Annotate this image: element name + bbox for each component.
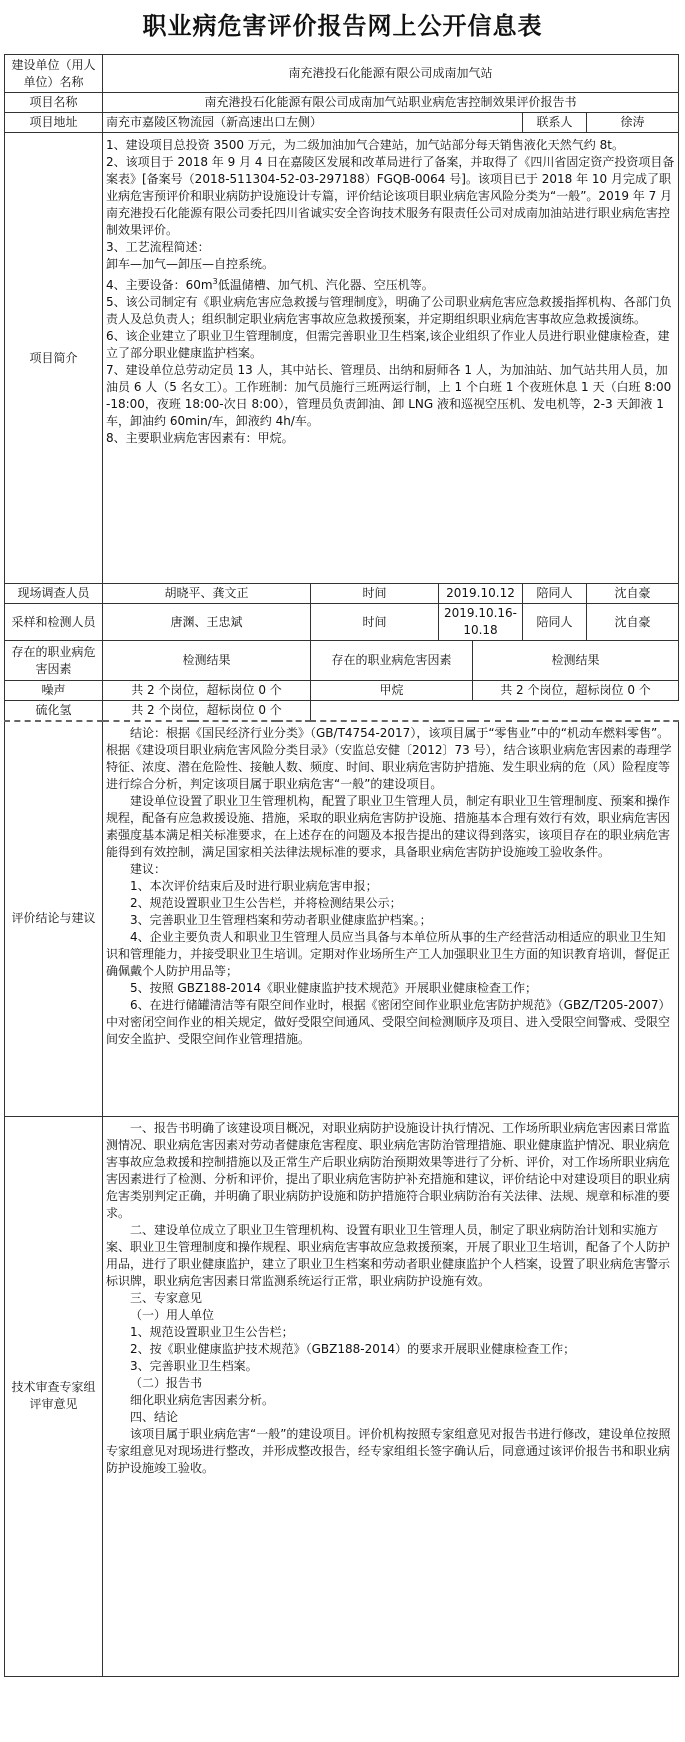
intro-process-flow: 卸车—加气—卸压—自控系统。 — [106, 257, 275, 271]
unit-row — [5, 55, 679, 93]
page-title: 职业病危害评价报告网上公开信息表 — [142, 12, 543, 40]
expert-row — [5, 1116, 679, 1676]
expert-para-1: 一、报告书明确了该建设项目概况，对职业病防护设施设计执行情况、工作场所职业病危害因素日常监测情况、职业病危害因素对劳动者健康危害程度、职业病危害防治管理措施、职业健康监护情况、职业病危害事故应急救援和控制措施以及正常生产后职业病防治预期效果等进行了分析、评价，对工作场所职业病危害因素进行了检测、分析和评价，提出了职业病危害防护补充措施和建议，评价结论中对建设项目的职业病危害类别判定正确，并明确了职业病防护设施和防护措施符合职业病防治有关法律、法规、规章和标准的要求。 — [106, 1120, 671, 1220]
expert-sub-heading-1: （一）用人单位 — [130, 1307, 215, 1322]
expert-heading-3: 三、专家意见 — [130, 1290, 203, 1305]
hazard-h2s: 硫化氢 — [5, 701, 103, 722]
conclusion-content — [103, 721, 679, 1116]
expert-para-2: 二、建设单位成立了职业卫生管理机构、设置有职业卫生管理人员，制定了职业病防治计划和实施方案、职业卫生管理制度和操作规程、职业病危害事故应急救援预案，开展了职业卫生培训，配备了个人防护用品，进行了职业健康监护，建立了职业卫生档案和劳动者职业健康监护个人档案，设置了职业病危害警示标识牌，职业病危害因素日常监测系统运行正常，职业病防护设施有效。 — [106, 1222, 671, 1288]
hazard-h2s-result: 共 2 个岗位，超标岗位 0 个 — [103, 701, 311, 722]
project-address-row — [5, 113, 679, 133]
hazard-noise-result: 共 2 个岗位，超标岗位 0 个 — [103, 681, 311, 701]
hazard-header-2: 存在的职业病危害因素 — [311, 641, 473, 681]
sampling-accompany-label: 陪同人 — [523, 604, 587, 641]
sampling-time-cell — [311, 604, 439, 641]
info-table — [4, 54, 679, 1677]
sampling-label: 采样和检测人员 — [5, 604, 103, 641]
project-address-label: 项目地址 — [5, 113, 103, 133]
contact-name: 徐涛 — [587, 113, 679, 133]
unit-label: 建设单位（用人单位）名称 — [5, 55, 103, 93]
sampling-time-label: 时间 — [362, 614, 387, 629]
suggestion-2: 2、规范设置职业卫生公告栏，并将检测结果公示； — [130, 896, 402, 910]
suggestion-1: 1、本次评价结束后及时进行职业病危害申报； — [130, 879, 378, 893]
conclusion-label: 评价结论与建议 — [5, 721, 103, 1116]
survey-label: 现场调查人员 — [5, 584, 103, 604]
intro-equipment-head: 4、主要设备：60m — [106, 278, 213, 292]
hazard-methane-result: 共 2 个岗位，超标岗位 0 个 — [473, 681, 679, 701]
unit-name: 南充港投石化能源有限公司成南加气站 — [103, 55, 679, 93]
sampling-people: 唐渊、王忠斌 — [103, 604, 311, 641]
project-address-value: 南充市嘉陵区物流园（新高速出口左侧） — [103, 113, 523, 133]
conclusion-para-1: 结论：根据《国民经济行业分类》（GB/T4754-2017），该项目属于“零售业”中的“机动车燃料零售”。根据《建设项目职业病危害风险分类目录》（安监总安健〔2012〕73 号），结合该职业病危害因素的毒理学特征、浓度、潜在危险性、接触人数、频度、时间、职业病危害防护措施、发生职业病的危（风）险程度等进行综合分析，判定该项目属于职业病危害“一般”的建设项目。 — [106, 726, 672, 791]
intro-row — [5, 133, 679, 584]
project-name-label: 项目名称 — [5, 93, 103, 113]
intro-item-2: 2、该项目于 2018 年 9 月 4 日在嘉陵区发展和改革局进行了备案，并取得了《四川省固定资产投资项目备案表》[备案号（2018-511304-52-03-297188）FGQB-0064 号]。该项目已于 2018 年 10 月完成了职业病危害预评价和职业病防护设施设计专篇，评价结论该项目职业病危害风险分类为“一般”。2019 年 7 月南充港投石化能源有限公司委托四川省诚实安全咨询技术服务有限责任公司对成南加油站进行职业病危害控制效果评价。 — [106, 155, 675, 237]
intro-item-7: 7、建设单位总劳动定员 13 人，其中站长、管理员、出纳和厨师各 1 人，为加油站、加气站共用人员，加油员 6 人（5 名女工）。工作班制：加气员施行三班两运行制，上 1 个白班 1 个夜班休息 1 天（白班 8:00-18:00，夜班 18:00-次日 8:00），管理员负责卸油、卸 LNG 液和巡视空压机、发电机等，2-3 天卸液 1 车，卸油约 60min/车，卸液约 4h/车。 — [106, 363, 672, 428]
suggestion-6: 6、在进行储罐清洁等有限空间作业时，根据《密闭空间作业职业危害防护规范》（GBZ/T205-2007）中对密闭空间作业的相关规定，做好受限空间通风、受限空间检测顺序及项目、进入受限空间警戒、受限空间安全监护、受限空间作业管理措施。 — [106, 998, 671, 1046]
survey-date: 2019.10.12 — [439, 584, 523, 604]
intro-equipment-sup: 3 — [212, 277, 218, 286]
expert-content — [103, 1116, 679, 1676]
survey-accompany: 沈自豪 — [587, 584, 679, 604]
survey-row — [5, 584, 679, 604]
result-header-2: 检测结果 — [473, 641, 679, 681]
hazard-header-1: 存在的职业病危害因素 — [5, 641, 103, 681]
expert-opinion-2: 2、按《职业健康监护技术规范》（GBZ188-2014）的要求开展职业健康检查工作； — [130, 1341, 576, 1356]
project-name-row — [5, 93, 679, 113]
expert-opinion-3: 3、完善职业卫生档案。 — [130, 1358, 258, 1373]
intro-item-5: 5、该公司制定有《职业病危害应急救援与管理制度》，明确了公司职业病危害应急救援指挥机构、各部门负责人及总负责人；组织制定职业病危害事故应急救援预案，并定期组织职业病危害事故应急救援演练。 — [106, 295, 672, 326]
suggestion-heading: 建议： — [130, 862, 167, 876]
suggestion-5: 5、按照 GBZ188-2014《职业健康监护技术规范》开展职业健康检查工作； — [130, 981, 537, 995]
expert-sub-heading-2: （二）报告书 — [130, 1375, 203, 1390]
expert-heading-4: 四、结论 — [130, 1409, 179, 1424]
intro-label: 项目简介 — [5, 133, 103, 584]
intro-item-3: 3、工艺流程简述： — [106, 240, 210, 254]
hazard-noise: 噪声 — [5, 681, 103, 701]
conclusion-para-2: 建设单位设置了职业卫生管理机构，配置了职业卫生管理人员，制定有职业卫生管理制度、预案和操作规程，配备有应急救援设施、措施，采取的职业病危害防护设施、措施基本合理有效行有效，职业病危害因素强度基本满足相关标准要求，在上述存在的问题及本报告提出的建议得到落实，该项目存在的职业病危害能得到有效控制，满足国家相关法律法规标准的要求，具备职业病危害防护设施竣工验收条件。 — [106, 794, 671, 859]
result-header-1: 检测结果 — [103, 641, 311, 681]
hazard-header-row — [5, 641, 679, 681]
hazard-row — [5, 701, 679, 722]
survey-time-cell — [311, 584, 439, 604]
intro-item-8: 8、主要职业病危害因素有：甲烷。 — [106, 431, 294, 445]
conclusion-row — [5, 721, 679, 1116]
intro-item-6: 6、该企业建立了职业卫生管理制度，但需完善职业卫生档案,该企业组织了作业人员进行职业健康检查，建立了部分职业健康监护档案。 — [106, 329, 670, 360]
hazard-row — [5, 681, 679, 701]
survey-people: 胡晓平、龚文正 — [103, 584, 311, 604]
sampling-accompany: 沈自豪 — [587, 604, 679, 641]
sampling-date: 2019.10.16-10.18 — [439, 604, 523, 641]
intro-content — [103, 133, 679, 584]
project-name-value: 南充港投石化能源有限公司成南加气站职业病危害控制效果评价报告书 — [103, 93, 679, 113]
hazard-methane: 甲烷 — [311, 681, 473, 701]
survey-time-label: 时间 — [362, 586, 387, 600]
expert-opinion-1: 1、规范设置职业卫生公告栏； — [130, 1324, 294, 1339]
intro-equipment-tail: 低温储槽、加气机、汽化器、空压机等。 — [217, 278, 434, 292]
expert-label: 技术审查专家组评审意见 — [5, 1116, 103, 1676]
empty-cell — [311, 701, 679, 722]
sampling-row — [5, 604, 679, 641]
suggestion-3: 3、完善职业卫生管理档案和劳动者职业健康监护档案。； — [130, 913, 432, 927]
intro-item-4 — [106, 273, 675, 294]
expert-final-conclusion: 该项目属于职业病危害“一般”的建设项目。评价机构按照专家组意见对报告书进行修改，建设单位按照专家组意见对现场进行整改，并形成整改报告，经专家组组长签字确认后，同意通过该评价报告书和职业病防护设施竣工验收。 — [106, 1426, 671, 1475]
suggestion-4: 4、企业主要负责人和职业卫生管理人员应当具备与本单位所从事的生产经营活动相适应的职业卫生知识和管理能力，并接受职业卫生培训。定期对作业场所生产工人加强职业卫生方面的知识教育培训，督促正确佩戴个人防护用品等； — [106, 930, 671, 978]
intro-item-1: 1、建设项目总投资 3500 万元，为二级加油加气合建站，加气站部分每天销售液化天然气约 8t。 — [106, 138, 624, 152]
survey-accompany-label: 陪同人 — [523, 584, 587, 604]
contact-label: 联系人 — [523, 113, 587, 133]
expert-report-opinion: 细化职业病危害因素分析。 — [130, 1392, 275, 1407]
